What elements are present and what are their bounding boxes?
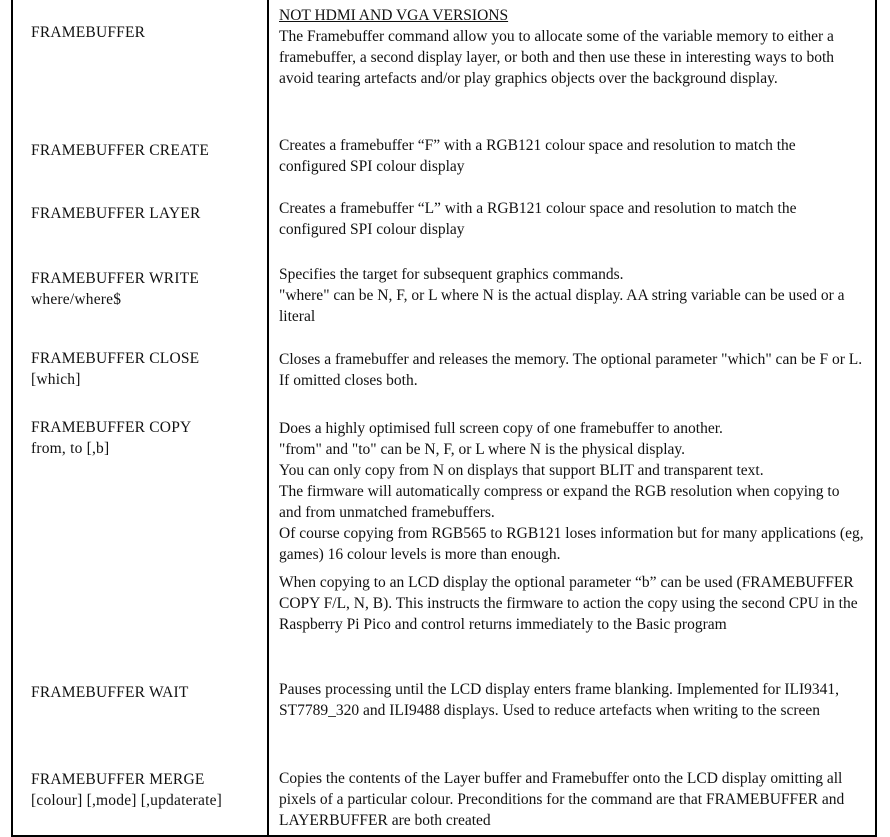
- command-args: where/where$: [31, 291, 122, 308]
- description-cell: [269, 340, 875, 404]
- not-hdmi-heading: NOT HDMI AND VGA VERSIONS: [279, 7, 509, 24]
- description-paragraph: When copying to an LCD display the optional parameter “b” can be used (FRAMEBUFFER COPY F/L, N, B). This instructs the firmware to action the copy using the second CPU in the Raspberry Pi Pico and control returns immediately to the Basic program: [279, 574, 858, 633]
- manual-table: [11, 0, 877, 837]
- command-cell: [13, 195, 269, 258]
- command-args: from, to [,b]: [31, 440, 110, 457]
- description-paragraph: "where" can be N, F, or L where N is the actual display. AA string variable can be used or a literal: [279, 287, 845, 325]
- command-cell: [13, 340, 269, 404]
- command-args: [which]: [31, 371, 81, 388]
- command-cell: [13, 757, 269, 837]
- table-row: [13, 0, 875, 130]
- command-name: FRAMEBUFFER COPY: [31, 419, 192, 436]
- description-cell: [269, 757, 875, 837]
- command-cell: [13, 0, 269, 130]
- description-paragraph: The Framebuffer command allow you to allocate some of the variable memory to either a framebuffer, a second display layer, or both and then use these in interesting ways to both avoid tearing artefacts and/or play graphics objects over the background display.: [279, 28, 835, 87]
- command-cell: [13, 130, 269, 195]
- description-paragraph: The firmware will automatically compress or expand the RGB resolution when copying to and from unmatched framebuffers.: [279, 483, 840, 521]
- command-cell: [13, 404, 269, 671]
- description-cell: [269, 671, 875, 757]
- description-paragraph: "from" and "to" can be N, F, or L where N is the physical display.: [279, 441, 686, 458]
- description-paragraph: Closes a framebuffer and releases the memory. The optional parameter "which" can be F or L. If omitted closes both.: [279, 351, 863, 389]
- table-row: [13, 130, 875, 195]
- table-row: [13, 258, 875, 340]
- table-row: [13, 757, 875, 837]
- table-row: [13, 340, 875, 404]
- table-row: [13, 404, 875, 671]
- description-paragraph: Copies the contents of the Layer buffer and Framebuffer onto the LCD display omitting all pixels of a particular colour. Preconditions for the command are that FRAMEBUFFER and LAYERBUFFER are both created: [279, 770, 845, 829]
- description-paragraph: You can only copy from N on displays that support BLIT and transparent text.: [279, 462, 764, 479]
- description-paragraph: Specifies the target for subsequent graphics commands.: [279, 266, 624, 283]
- command-name: FRAMEBUFFER CREATE: [31, 142, 210, 159]
- description-paragraph: Does a highly optimised full screen copy of one framebuffer to another.: [279, 420, 723, 437]
- description-paragraph: Of course copying from RGB565 to RGB121 loses information but for many applications (eg, games) 16 colour levels is more than enough.: [279, 525, 864, 563]
- command-name: FRAMEBUFFER CLOSE: [31, 350, 200, 367]
- command-name: FRAMEBUFFER WRITE: [31, 270, 200, 287]
- description-cell: [269, 0, 875, 130]
- description-paragraph: Creates a framebuffer “L” with a RGB121 colour space and resolution to match the configured SPI colour display: [279, 200, 797, 238]
- description-cell: [269, 404, 875, 671]
- description-paragraph: Creates a framebuffer “F” with a RGB121 colour space and resolution to match the configured SPI colour display: [279, 137, 796, 175]
- command-name: FRAMEBUFFER LAYER: [31, 205, 201, 222]
- description-cell: [269, 195, 875, 258]
- description-cell: [269, 258, 875, 340]
- command-cell: [13, 671, 269, 757]
- command-args: [colour] [,mode] [,updaterate]: [31, 792, 223, 809]
- description-paragraph: Pauses processing until the LCD display enters frame blanking. Implemented for ILI9341, ST7789_320 and ILI9488 displays. Used to reduce artefacts when writing to the screen: [279, 681, 840, 719]
- table-row: [13, 671, 875, 757]
- command-name: FRAMEBUFFER WAIT: [31, 684, 189, 701]
- table-row: [13, 195, 875, 258]
- description-cell: [269, 130, 875, 195]
- command-cell: [13, 258, 269, 340]
- command-name: FRAMEBUFFER: [31, 24, 146, 41]
- command-name: FRAMEBUFFER MERGE: [31, 771, 205, 788]
